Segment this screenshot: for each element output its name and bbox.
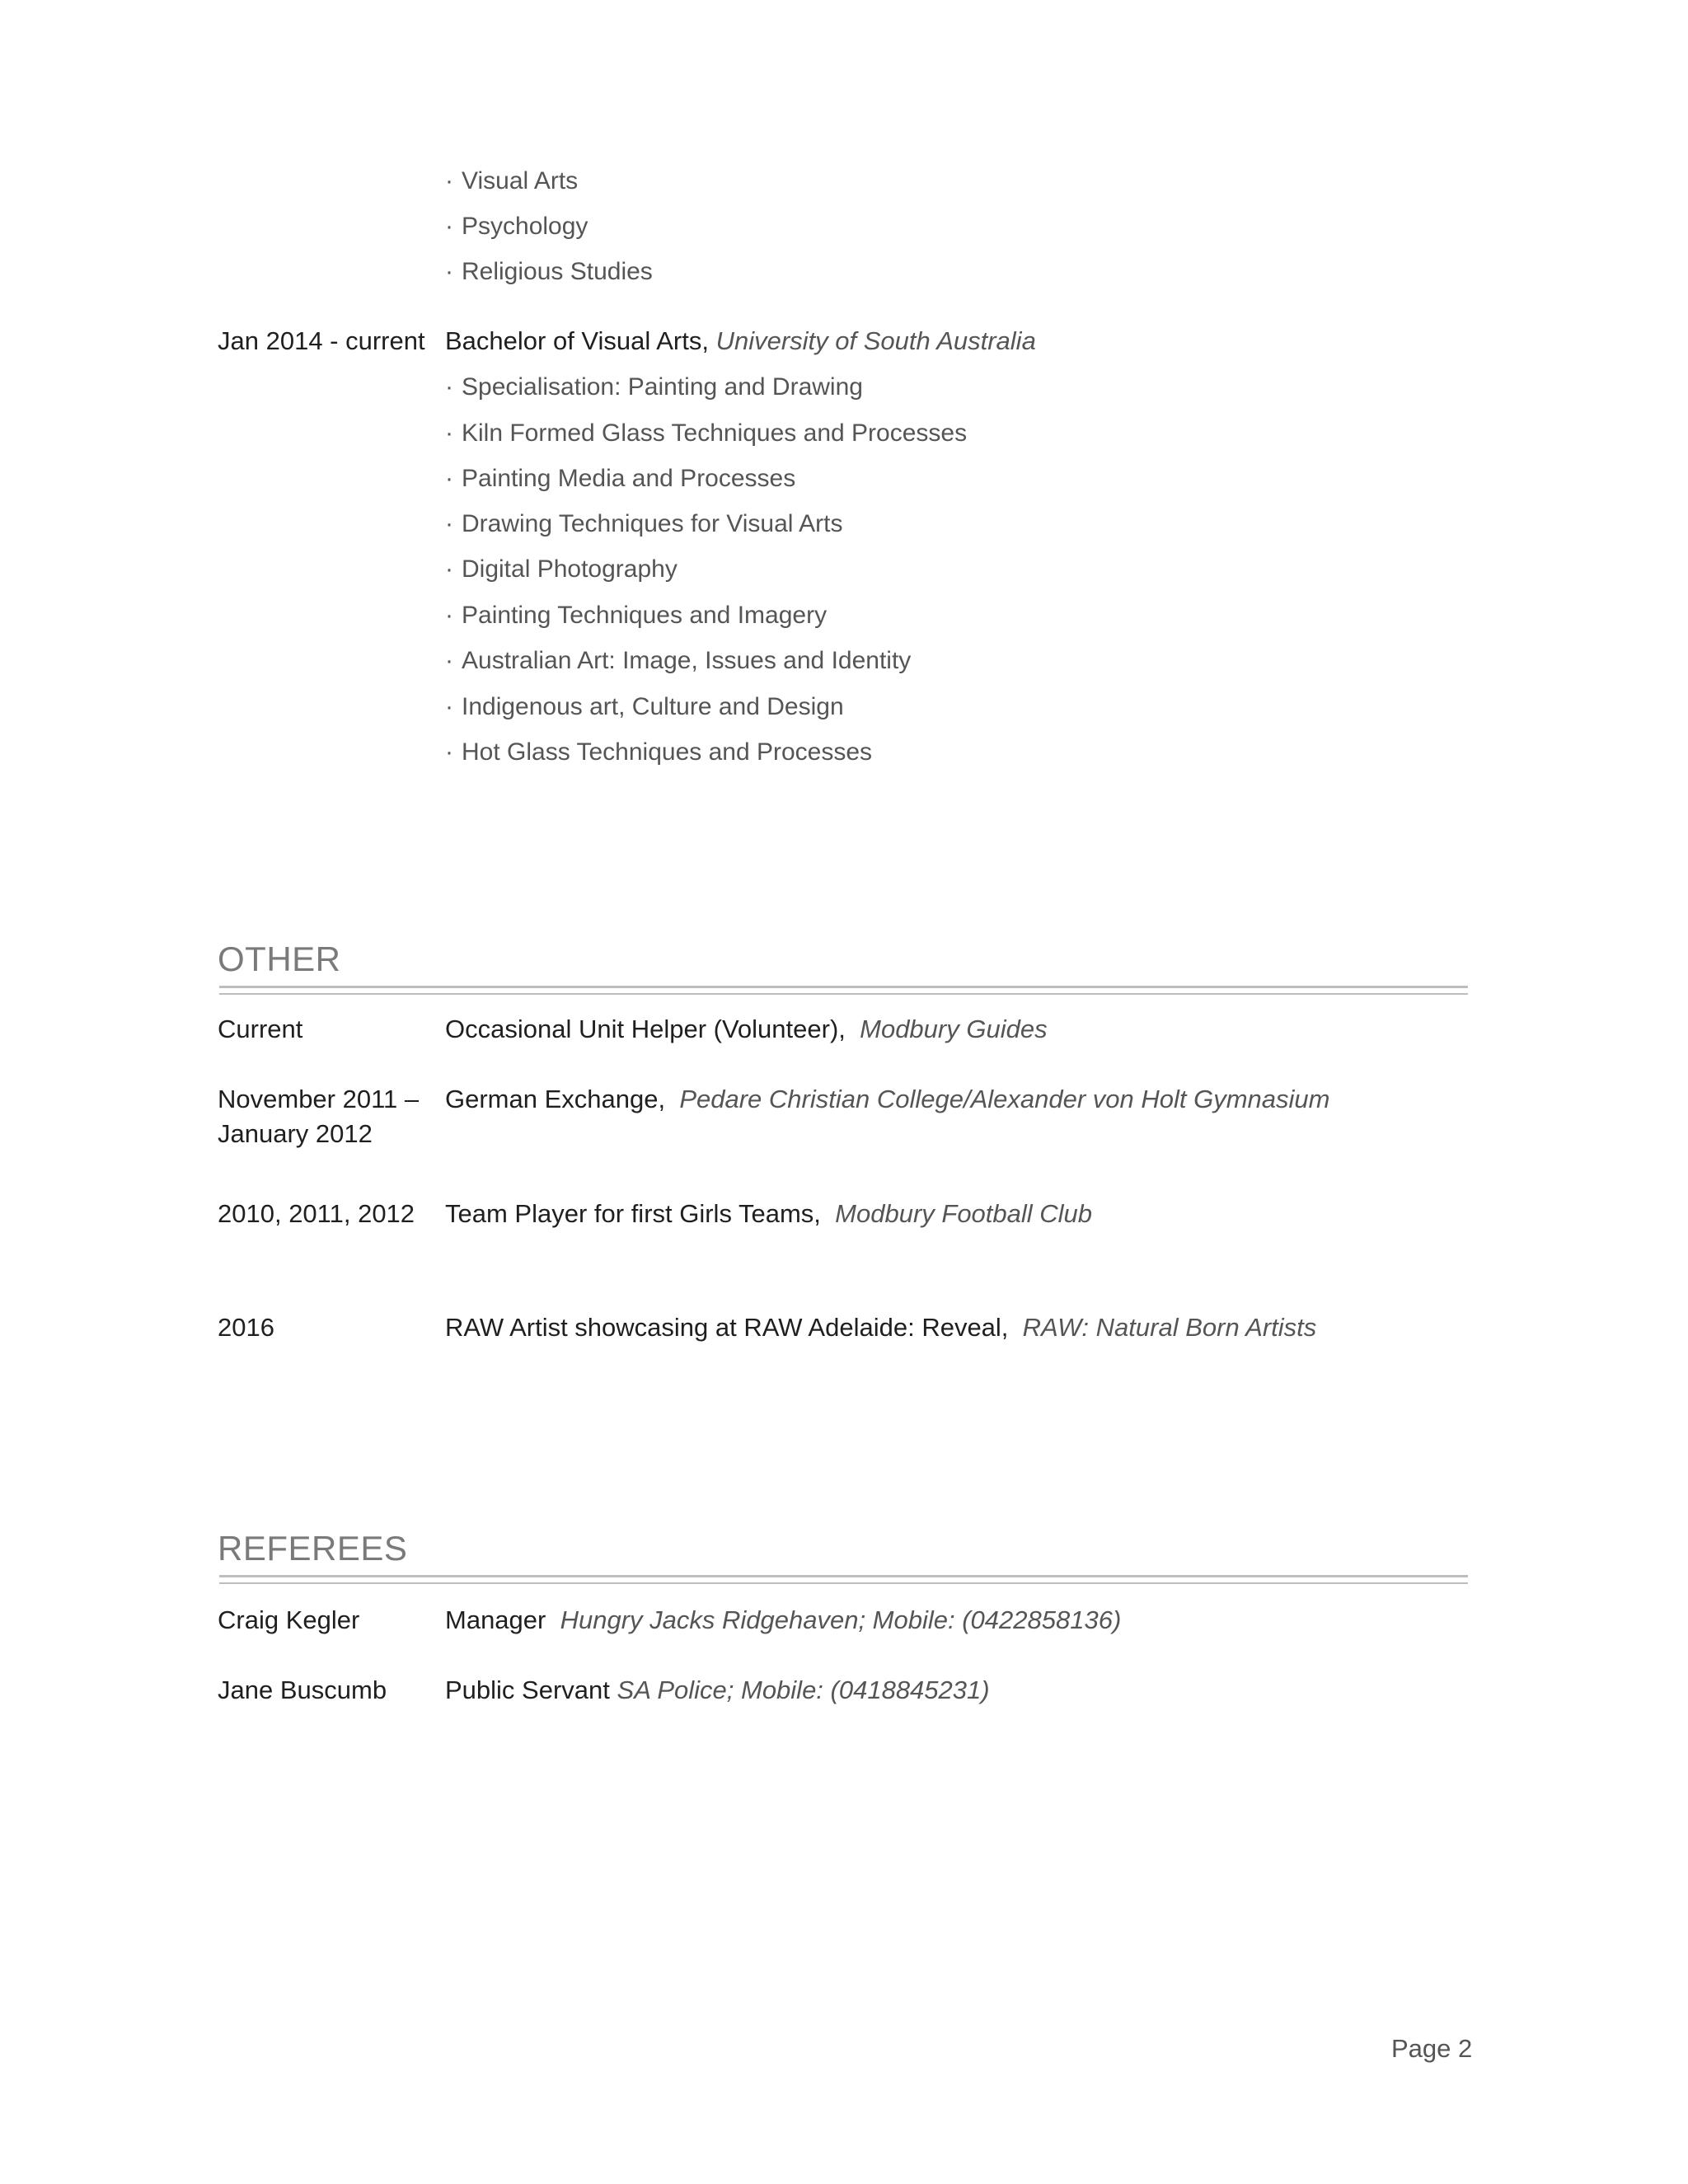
referee-name: Jane Buscumb [218,1675,387,1704]
other-entry: Team Player for first Girls Teams, Modbury Football Club [445,1199,1093,1228]
subject-bullet: · Religious Studies [445,258,653,285]
course-bullet: · Painting Media and Processes [445,465,796,492]
course-bullet: · Digital Photography [445,555,678,583]
section-divider [219,986,1468,988]
other-date: Current [218,1015,303,1043]
referee-name: Craig Kegler [218,1605,360,1634]
page-number: Page 2 [1391,2034,1473,2063]
subject-bullet: · Psychology [445,213,588,240]
section-divider [219,1575,1468,1577]
section-divider [219,1582,1468,1584]
subject-bullet: · Visual Arts [445,167,579,194]
other-entry: German Exchange, Pedare Christian College/Alexander von Holt Gymnasium [445,1085,1330,1113]
other-date: 2016 [218,1313,274,1342]
degree-date: Jan 2014 - current [218,326,425,355]
degree-title: Bachelor of Visual Arts, University of South Australia [445,326,1036,355]
other-date: November 2011 – [218,1085,420,1113]
referee-detail: Public Servant SA Police; Mobile: (0418845231) [445,1675,990,1704]
course-bullet: · Painting Techniques and Imagery [445,602,828,629]
course-bullet: · Kiln Formed Glass Techniques and Processes [445,419,968,447]
course-bullet: · Hot Glass Techniques and Processes [445,738,873,766]
section-heading-referees: REFEREES [218,1529,408,1568]
section-heading-other: OTHER [218,940,341,978]
referee-detail: Manager Hungry Jacks Ridgehaven; Mobile: (0422858136) [445,1605,1122,1634]
other-entry: RAW Artist showcasing at RAW Adelaide: Reveal, RAW: Natural Born Artists [445,1313,1317,1342]
other-date-continued: January 2012 [218,1119,373,1148]
course-bullet: · Indigenous art, Culture and Design [445,693,844,720]
other-date: 2010, 2011, 2012 [218,1199,415,1228]
other-entry: Occasional Unit Helper (Volunteer), Modbury Guides [445,1015,1048,1043]
course-bullet: · Specialisation: Painting and Drawing [445,373,863,401]
section-divider [219,993,1468,995]
course-bullet: · Drawing Techniques for Visual Arts [445,510,843,537]
course-bullet: · Australian Art: Image, Issues and Identity [445,647,912,674]
